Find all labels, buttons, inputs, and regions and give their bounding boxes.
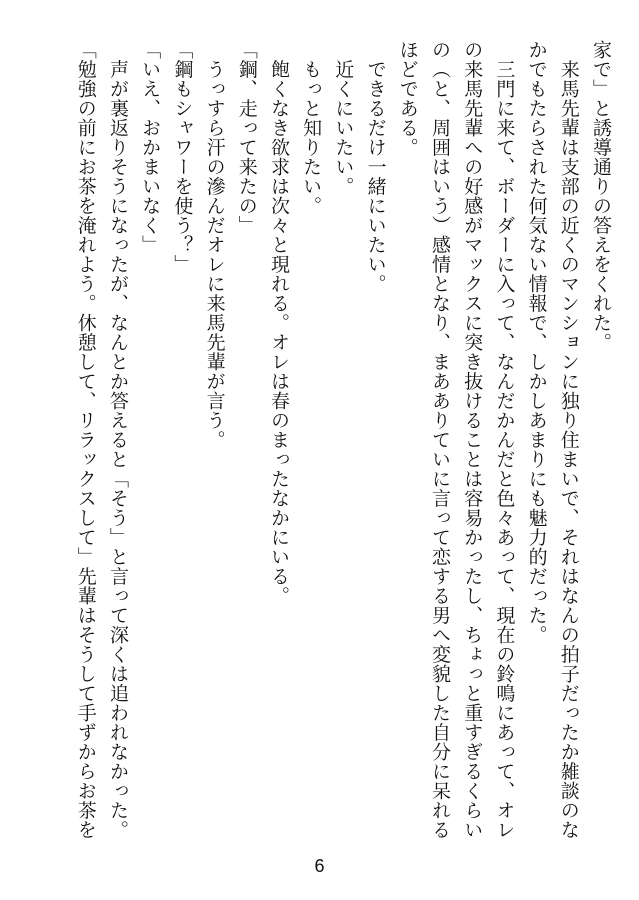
text-line: かでもたらされた何気ない情報で、しかしあまりにも魅力的だった。 xyxy=(525,40,548,645)
text-line: 来馬先輩は支部の近くのマンションに独り住まいで、それはなんの拍子だったか雑談のな xyxy=(557,40,580,840)
text-line: の（と、周囲はいう）感情となり、まあありていに言って恋する男へ変貌した自分に呆れる xyxy=(428,40,451,840)
text-line: 飽くなき欲求は次々と現れる。オレは春のまったなかにいる。 xyxy=(267,40,290,606)
text-line: ほどである。 xyxy=(396,40,419,157)
text-line: 「鋼、走って来たの」 xyxy=(235,40,258,235)
text-line: 「いえ、おかまいなく」 xyxy=(139,40,162,255)
text-line: もっと知りたい。 xyxy=(300,40,323,216)
vertical-text-body xyxy=(17,40,617,840)
text-line: できるだけ一緒にいたい。 xyxy=(364,40,387,294)
page-number: 6 xyxy=(314,856,325,876)
text-line: うっすら汗の滲んだオレに来馬先輩が言う。 xyxy=(203,40,226,450)
text-line: 三門に来て、ボーダーに入って、なんだかんだと色々あって、現在の鈴鳴にあって、オレ xyxy=(493,40,516,840)
text-line: 声が裏返りそうになったが、なんとか答えると「そう」と言って深くは追われなかった。 xyxy=(106,40,129,840)
text-line: の来馬先輩への好感がマックスに突き抜けることは容易かったし、ちょっと重すぎるくらい xyxy=(461,40,484,840)
text-line: 「鋼もシャワーを使う？」 xyxy=(171,40,194,274)
text-line: 近くにいたい。 xyxy=(332,40,355,196)
text-line: 「勉強の前にお茶を淹れよう。休憩して、リラックスして」先輩はそうして手ずからお茶を xyxy=(74,40,97,840)
text-line: 家で」と誘導通りの答えをくれた。 xyxy=(590,40,612,352)
